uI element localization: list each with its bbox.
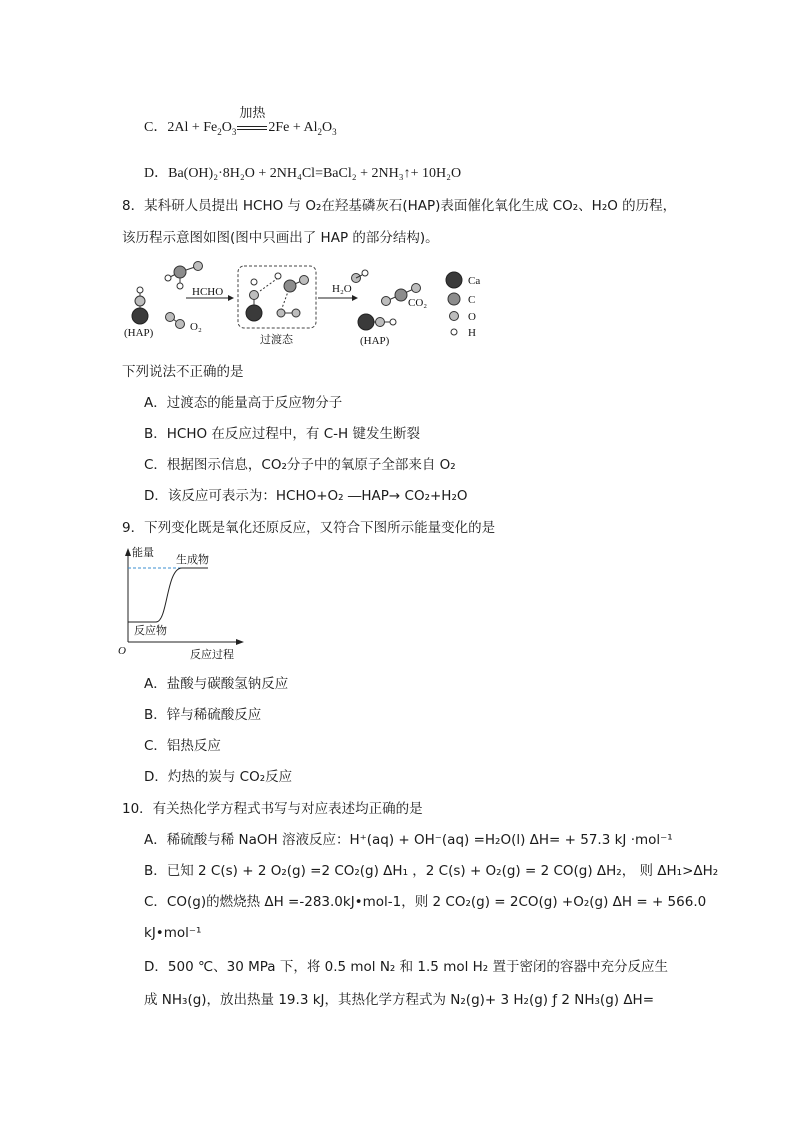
q9-option-b: B．锌与稀硫酸反应 [144, 707, 262, 723]
q8-option-b: B．HCHO 在反应过程中，有 C-H 键发生断裂 [144, 426, 420, 442]
ca-atom [132, 308, 148, 324]
q7-option-c-reactant-tail: O [221, 120, 232, 135]
origin-label: O [118, 645, 126, 657]
q7-option-c: C．$2Al + Fe_2O_3$ 加热 $2Fe + Al_2O_3$ [144, 105, 337, 137]
reactants-label: 反应物 [134, 624, 167, 637]
legend-ca: Ca [468, 275, 481, 287]
figure-legend [446, 272, 480, 339]
q10-option-b: B．已知 2 C(s) + 2 O₂(g) =2 CO₂(g) ΔH₁ ，2 C(s) + O₂(g) = 2 CO(g) ΔH₂， 则 ΔH₁>ΔH₂ [144, 863, 719, 879]
q10-option-c-line2: kJ•mol⁻¹ [144, 925, 202, 941]
q10-stem: 10．有关热化学方程式书写与对应表述均正确的是 [122, 801, 423, 817]
q7-option-d: D．Ba(OH)₂·8H₂O + 2NH₄Cl=BaCl₂ + 2NH₃↑+ 10H₂O [144, 166, 462, 181]
products-label: 生成物 [176, 553, 209, 566]
reaction-condition-arrow [236, 105, 268, 138]
q8-stem-line2: 该历程示意图如图(图中只画出了 HAP 的部分结构)。 [122, 230, 439, 246]
q10-option-d-line2: 成 NH₃(g)，放出热量 19.3 kJ，其热化学方程式为 N₂(g)+ 3 H₂(g) ƒ 2 NH₃(g) ΔH= [144, 992, 655, 1008]
q7-option-c-prefix: C．2Al + Fe [144, 120, 218, 135]
hap-label-right: (HAP) [360, 335, 390, 347]
q9-option-c: C．铝热反应 [144, 738, 221, 754]
c-atom [174, 266, 186, 278]
q8-option-d: D．该反应可表示为：HCHO+O₂ ―HAP→ CO₂+H₂O [144, 488, 468, 504]
hcho-label: HCHO [192, 286, 224, 298]
legend-c: C [468, 294, 476, 306]
energy-axis-label: 能量 [132, 546, 154, 559]
q8-option-a: A．过渡态的能量高于反应物分子 [144, 395, 343, 411]
q7-option-c-products: 2Fe + Al [268, 120, 318, 135]
q8-prompt: 下列说法不正确的是 [122, 364, 244, 380]
co2-label: CO₂ [408, 297, 428, 309]
q10-option-a: A．稀硫酸与稀 NaOH 溶液反应：H⁺(aq) + OH⁻(aq) =H₂O(l) ΔH= + 57.3 kJ ·mol⁻¹ [144, 832, 673, 848]
o2-label: O₂ [190, 321, 202, 333]
heating-condition-label: 加热 [239, 105, 266, 120]
q8-stem-line1: 8．某科研人员提出 HCHO 与 O₂在羟基磷灰石(HAP)表面催化氧化生成 CO₂、H₂O 的历程， [122, 198, 677, 214]
h2o-label: H₂O [332, 283, 352, 295]
hap-label-left: (HAP) [124, 327, 154, 339]
reaction-process-axis-label: 反应过程 [190, 648, 234, 661]
q8-reaction-mechanism-figure [118, 258, 498, 358]
legend-o: O [468, 311, 476, 323]
q9-option-a: A．盐酸与碳酸氢钠反应 [144, 676, 289, 692]
q9-energy-diagram [116, 546, 256, 662]
transition-state-label: 过渡态 [260, 333, 293, 346]
q9-stem: 9．下列变化既是氧化还原反应，又符合下图所示能量变化的是 [122, 520, 496, 536]
q10-option-d-line1: D．500 ℃、30 MPa 下，将 0.5 mol N₂ 和 1.5 mol H₂ 置于密闭的容器中充分反应生 [144, 959, 668, 975]
q10-option-c-line1: C．CO(g)的燃烧热 ΔH =-283.0kJ•mol-1，则 2 CO₂(g) = 2CO(g) +O₂(g) ΔH = + 566.0 [144, 894, 707, 910]
legend-h: H [468, 327, 476, 339]
q8-option-c: C．根据图示信息，CO₂分子中的氧原子全部来自 O₂ [144, 457, 456, 473]
q9-option-d: D．灼热的炭与 CO₂反应 [144, 769, 293, 785]
o-atom [135, 296, 145, 306]
h-atom [137, 287, 143, 293]
